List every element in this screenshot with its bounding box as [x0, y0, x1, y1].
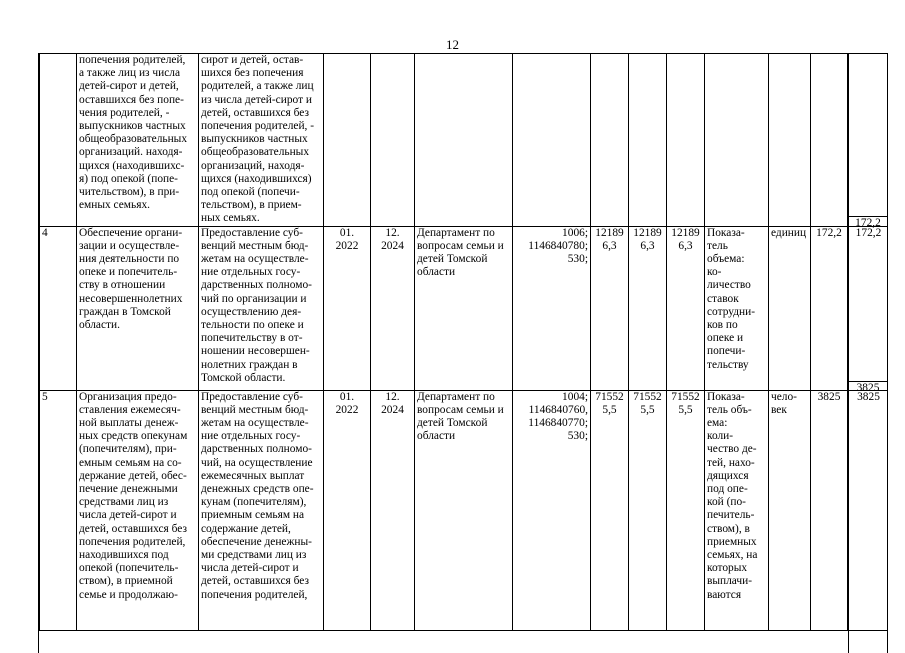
cell-plan-1: 172,2: [811, 226, 848, 390]
cell-num: [40, 54, 77, 227]
cell-end: 12. 2024: [371, 390, 415, 630]
cell-unit: [769, 54, 811, 227]
cell-value-2: [629, 54, 667, 227]
cell-plan-2: 172,2: [848, 226, 889, 390]
cell-executor: Департамент по вопросам семьи и детей Томской области: [415, 226, 513, 390]
cell-value-1: 12189 6,3: [591, 226, 629, 390]
document-sheet: [38, 53, 888, 653]
cell-indicator: Показа- тель объема: ко- личество ставок сотрудни- ков по опеке и попечи- тельству: [705, 226, 769, 390]
cell-value-2: 12189 6,3: [629, 226, 667, 390]
cell-start: [324, 54, 371, 227]
cell-plan-3: 172,2: [849, 216, 887, 381]
cell-result: Предоставление суб- венций местным бюд- жетам на осуществле- ние отдельных госу- дарственных полномо- чий, на осуществление ежемесячных выплат денежных средств опе- кунам (попечителям), приемным семьям на содержание детей, обеспечение денежны- ми средствами лиц из числа детей-сирот и детей, оставшихся без попечения родителей,: [199, 390, 324, 630]
cell-executor: [415, 54, 513, 227]
cell-start: 01. 2022: [324, 390, 371, 630]
cell-unit: единиц: [769, 226, 811, 390]
cell-plan-3: [849, 53, 887, 216]
cell-task: Организация предо- ставления ежемесяч- ной выплаты денеж- ных средств опекунам (попечителям), при- емным семьям на со- держание детей, обес- печение денежными средствами лиц из числа детей-сирот и детей, оставшихся без попечения родителей, находившихся под опекой (попечитель- ством), в приемной семье и продолжаю-: [77, 390, 199, 630]
table-row: [40, 390, 889, 630]
cell-end: [371, 54, 415, 227]
plan-3-column: [848, 53, 888, 653]
cell-value-3: 12189 6,3: [667, 226, 705, 390]
cell-start: 01. 2022: [324, 226, 371, 390]
cell-task: Обеспечение органи- зации и осуществле- ния деятельности по опеке и попечитель- ству в отношении несовершеннолетних граждан в Томской области.: [77, 226, 199, 390]
cell-plan-2: 3825: [848, 390, 889, 630]
cell-num: 5: [40, 390, 77, 630]
cell-value-2: 71552 5,5: [629, 390, 667, 630]
cell-result: сирот и детей, остав- шихся без попечения родителей, а также лиц из числа детей-сирот и детей, оставшихся без попечения родителей, - выпускников частных общеобразовательных организаций, находя- щихся (находившихся) под опекой (попечи- тельством), в прием- ных семьях.: [199, 54, 324, 227]
cell-task: попечения родителей, а также лиц из числа детей-сирот и детей, оставшихся без попе- чения родителей, - выпускников частных общеобразовательных организаций. находя- щихся (находившихс- я) под опекой (попе- чительством), в при- емных семьях.: [77, 54, 199, 227]
cell-indicator: Показа- тель объ- ема: коли- чество де- тей, нахо- дящихся под опе- кой (по- печитель- ством), в приемных семьях, на которых выплачи- ваются: [705, 390, 769, 630]
page-number: 12: [446, 37, 459, 52]
cell-codes: [513, 54, 591, 227]
cell-plan-1: 3825: [811, 390, 848, 630]
cell-codes: 1006; 1146840780; 530;: [513, 226, 591, 390]
cell-end: 12. 2024: [371, 226, 415, 390]
cell-result: Предоставление суб- венций местным бюд- жетам на осуществле- ние отдельных госу- дарственных полномо- чий по организации и осуществлению дея- тельности по опеке и попечительству в от- ношении несовершен- нолетних граждан в Томской области.: [199, 226, 324, 390]
cell-executor: Департамент по вопросам семьи и детей Томской области: [415, 390, 513, 630]
cell-value-1: 71552 5,5: [591, 390, 629, 630]
cell-indicator: [705, 54, 769, 227]
cell-plan-3: 3825: [849, 381, 887, 622]
cell-value-3: [667, 54, 705, 227]
program-table: [39, 53, 888, 631]
cell-num: 4: [40, 226, 77, 390]
cell-value-1: [591, 54, 629, 227]
table-row: [40, 54, 889, 227]
cell-plan-1: [811, 54, 848, 227]
cell-value-3: 71552 5,5: [667, 390, 705, 630]
cell-unit: чело- век: [769, 390, 811, 630]
table-row: [40, 226, 889, 390]
cell-codes: 1004; 1146840760, 1146840770; 530;: [513, 390, 591, 630]
